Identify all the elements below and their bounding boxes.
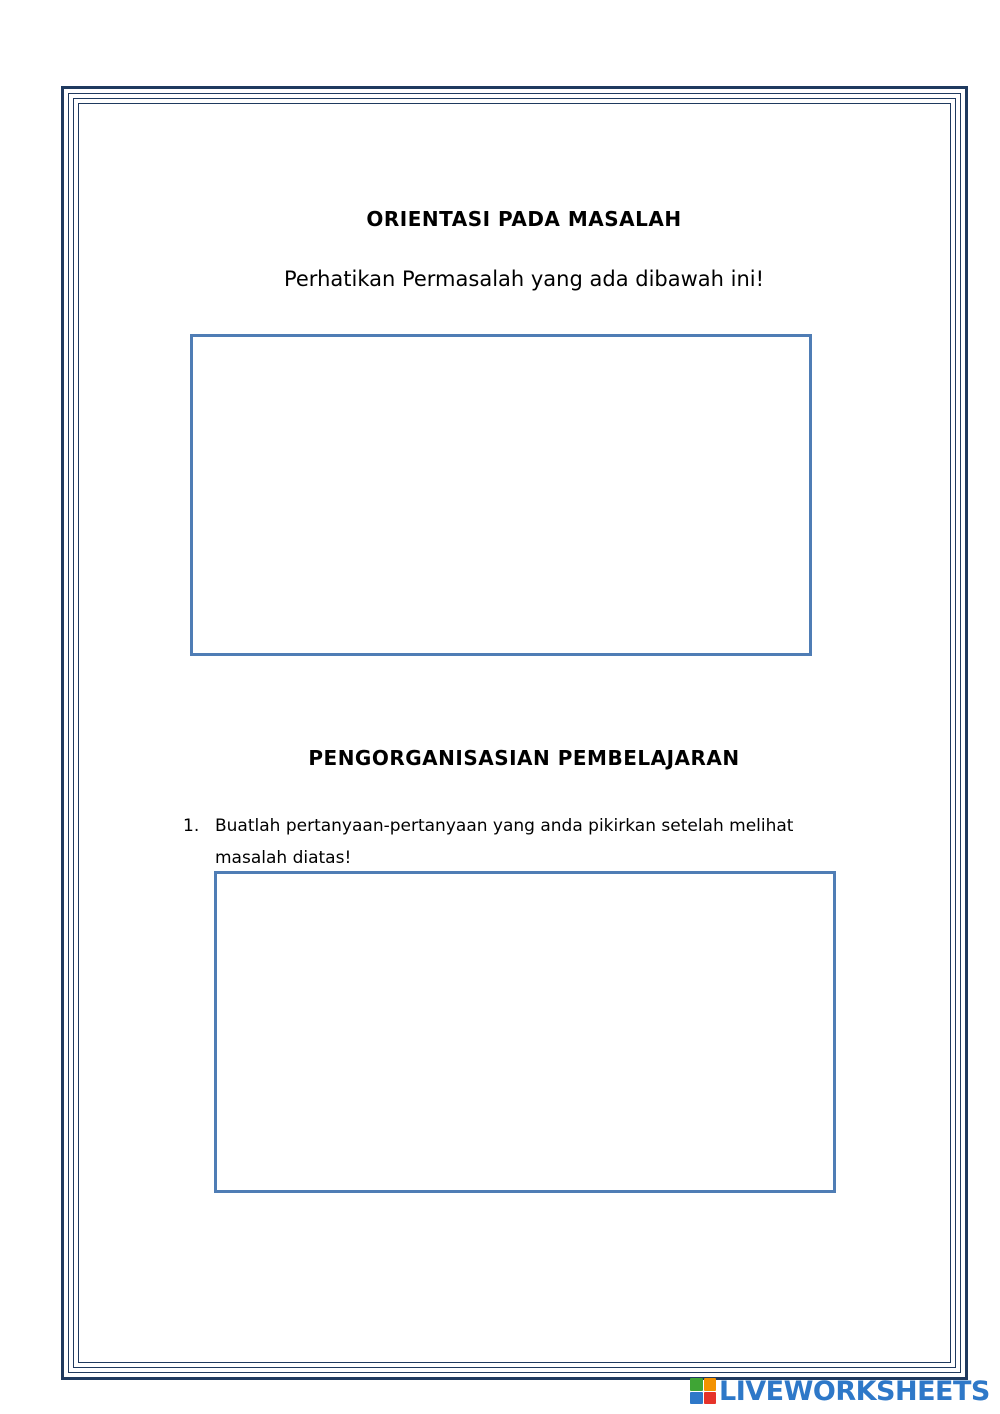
answer-input-box[interactable] [214, 871, 836, 1193]
watermark-text: LIVEWORKSHEETS [719, 1375, 990, 1407]
section-instruction: Perhatikan Permasalah yang ada dibawah ini! [283, 267, 765, 291]
liveworksheets-watermark [690, 1374, 990, 1408]
problem-content-box [190, 334, 812, 656]
section-title-pengorganisasian: PENGORGANISASIAN PEMBELAJARAN [308, 746, 740, 770]
liveworksheets-logo-icon [690, 1378, 716, 1404]
question-text-line: masalah diatas! [215, 848, 352, 868]
question-item [183, 810, 863, 874]
section-title-orientasi: ORIENTASI PADA MASALAH [366, 207, 682, 231]
question-text-line: Buatlah pertanyaan-pertanyaan yang anda pikirkan setelah melihat [215, 816, 794, 836]
question-number: 1. [183, 816, 200, 836]
